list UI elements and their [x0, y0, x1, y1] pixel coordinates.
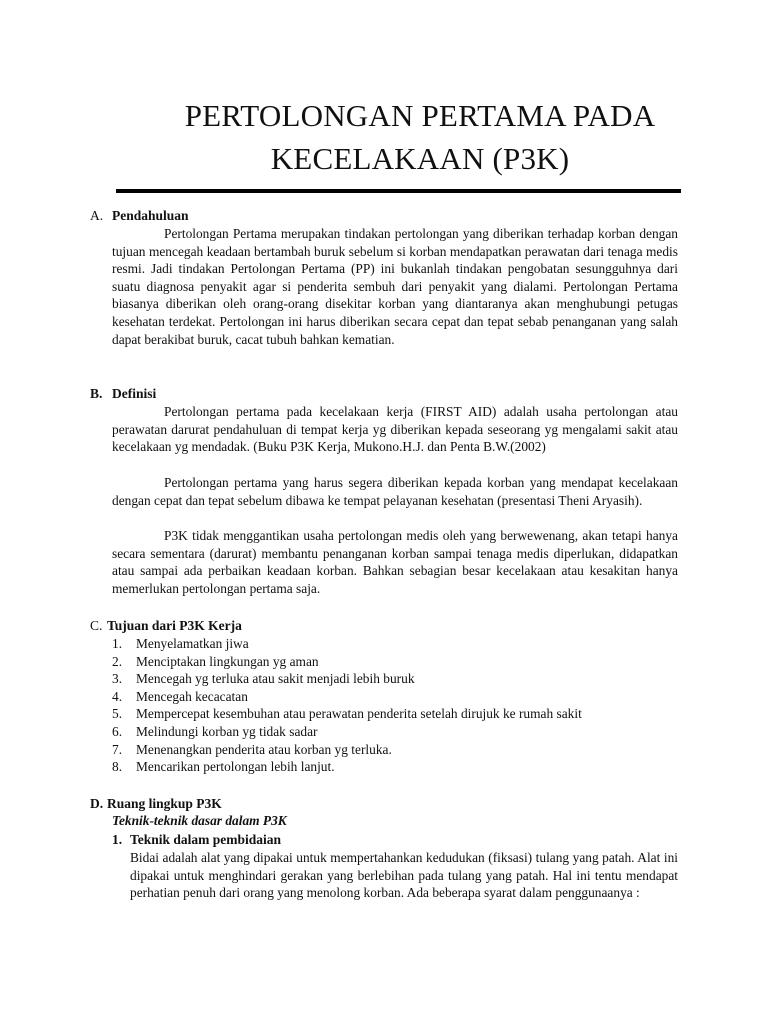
section-c-letter: C. — [90, 618, 103, 633]
list-item: 6. Melindungi korban yg tidak sadar — [112, 723, 318, 739]
section-a-letter: A. — [90, 208, 104, 223]
list-item: 5. Mempercepat kesembuhan atau perawatan penderita setelah dirujuk ke rumah sakit — [112, 706, 582, 722]
list-item: 4. Mencegah kecacatan — [112, 688, 248, 704]
section-a-heading — [90, 207, 189, 224]
document-title — [100, 94, 740, 180]
section-d-heading — [90, 795, 222, 812]
list-item: 1. Menyelamatkan jiwa — [112, 636, 249, 651]
section-c-title: Tujuan dari P3K Kerja — [107, 618, 242, 633]
list-item: 2. Menciptakan lingkungan yg aman — [112, 653, 319, 669]
section-b-heading — [90, 385, 156, 402]
section-d-letter: D. — [90, 796, 104, 811]
title-divider — [116, 189, 681, 193]
section-c-heading — [90, 617, 242, 634]
list-item: 8. Mencarikan pertolongan lebih lanjut. — [112, 759, 335, 775]
title-line-2: KECELAKAAN (P3K) — [270, 141, 570, 176]
title-line-1: PERTOLONGAN PERTAMA PADA — [184, 98, 656, 133]
list-item: 7. Menenangkan penderita atau korban yg terluka. — [112, 741, 392, 757]
objectives-list — [112, 635, 672, 776]
section-d-subtitle: Teknik-teknik dasar dalam P3K — [112, 813, 287, 828]
section-a-paragraph: Pertolongan Pertama merupakan tindakan pertolongan yang diberikan terhadap korban dengan tujuan mencegah keadaan bertambah buruk sebelum si korban mendapatkan perawatan dari tenaga medis resmi. Jadi tindakan Pertolongan Pertama (PP) ini bukanlah tindakan pengobatan sesungguhnya dari suatu diagnosa penyakit agar si penderita sembuh dari penyakit yang dialami. Pertolongan Pertama biasanya diberikan oleh orang-orang disekitar korban yang diantaranya akan menghubungi petugas kesehatan terdekat. Pertolongan ini harus diberikan secara cepat dan tepat sebab penanganan yang salah dapat berakibat buruk, cacat tubuh bahkan kematian. — [112, 226, 678, 347]
section-b-paragraph-3: P3K tidak menggantikan usaha pertolongan medis oleh yang berwewenang, akan tetapi hanya secara sementara (darurat) membantu penanganan korban sampai tenaga medis diperlukan, didapatkan atau sampai ada perbaikan keadaan korban. Bahkan sebagian besar kecelakaan atau kesakitan hanya memerlukan pertolongan pertama saja. — [112, 528, 678, 596]
section-d-title: Ruang lingkup P3K — [107, 796, 222, 811]
section-b-paragraph-1: Pertolongan pertama pada kecelakaan kerja (FIRST AID) adalah usaha pertolongan atau perawatan darurat pendahuluan di tempat kerja yg diberikan kepada seseorang yg mengalami sakit atau kecelakaan yg mendadak. (Buku P3K Kerja, Mukono.H.J. dan Penta B.W.(2002) — [112, 404, 678, 455]
section-d-subheading-1: 1. Teknik dalam pembidaian — [112, 832, 282, 847]
list-item: 3. Mencegah yg terluka atau sakit menjadi lebih buruk — [112, 671, 415, 687]
section-a-title: Pendahuluan — [112, 208, 189, 223]
section-b-title: Definisi — [112, 386, 157, 401]
section-b-paragraph-2: Pertolongan pertama yang harus segera diberikan kepada korban yang mendapat kecelakaan dengan cepat dan tepat sebelum dibawa ke tempat pelayanan kesehatan (presentasi Theni Aryasih). — [112, 475, 678, 508]
section-d-paragraph-1: Bidai adalah alat yang dipakai untuk mempertahankan kedudukan (fiksasi) tulang yang patah. Alat ini dipakai untuk menghindari gerakan yang berlebihan pada tulang yang patah. Hal ini tentu mendapat perhatian penuh dari orang yang menolong korban. Ada beberapa syarat dalam penggunaanya : — [130, 850, 678, 901]
section-b-letter: B. — [90, 386, 103, 401]
